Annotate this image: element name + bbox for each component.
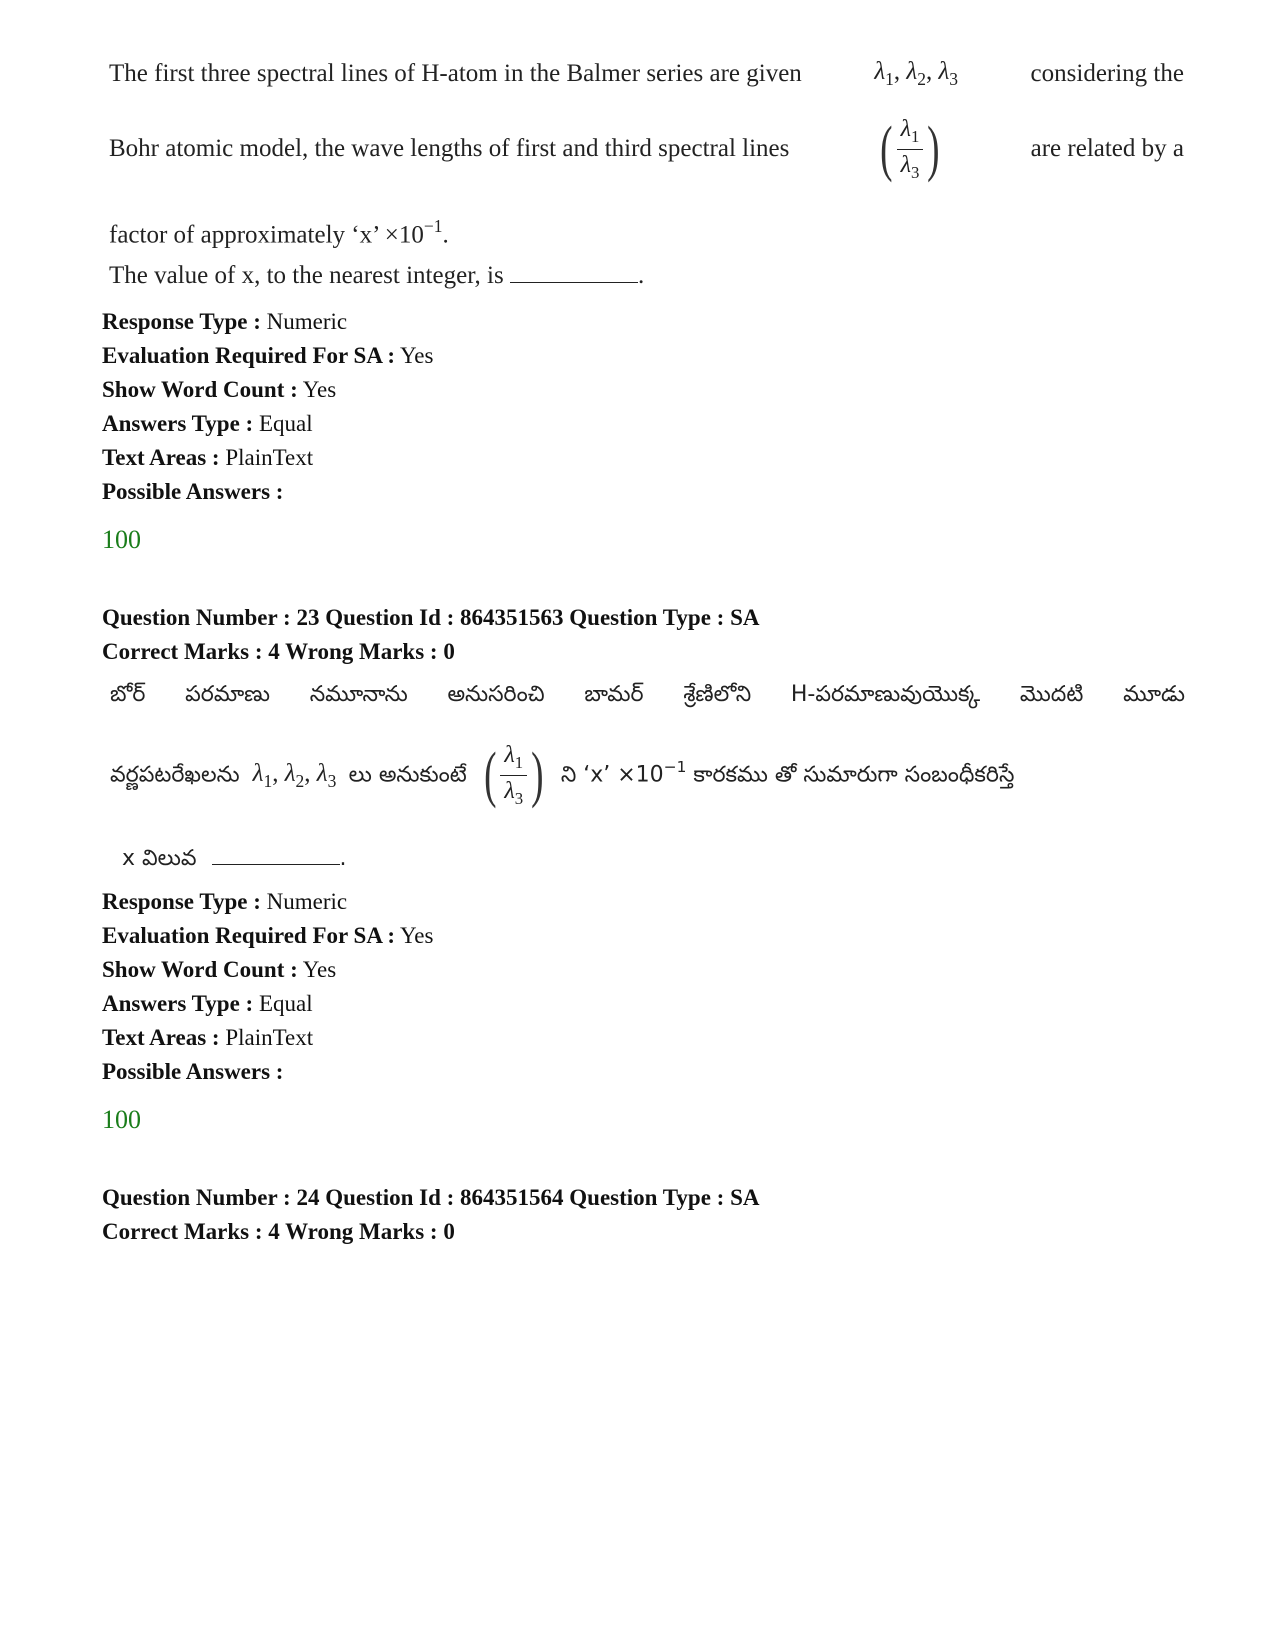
possible-answer-value-2: 100 <box>102 1105 141 1134</box>
text-areas: Text Areas : PlainText <box>102 445 314 470</box>
answer-blank <box>510 260 638 283</box>
q23-line-1: బోర్ పరమాణు నమూనాను అనుసరించి బామర్ శ్రేణిలోని H-పరమాణువుయొక్క మొదటి మూడు <box>110 682 1185 707</box>
text-areas: Text Areas : PlainText <box>102 1025 314 1050</box>
question-24-header: Question Number : 24 Question Id : 864351564 Question Type : SA Correct Marks : 4 Wrong Marks : 0 <box>102 1185 760 1244</box>
lambda-ratio-fraction-2: ( $\frac{\lambda_1}{\lambda_3}$ ) <box>483 741 544 810</box>
q23-line-2: వర్ణపటరేఖలను $\lambda_1$, $\lambda_2$, $\lambda_3$ లు అనుకుంటే ( $\frac{\lambda_1}{\lambda_3}$ ) ని ‘x’ $\times 10^{-1}$ కారకము తో సుమారుగా సంబంధీకరిస్తే <box>110 741 1015 810</box>
answer-blank-2 <box>212 842 340 865</box>
question-23-header: Question Number : 23 Question Id : 864351563 Question Type : SA Correct Marks : 4 Wrong Marks : 0 <box>102 605 760 664</box>
meta-block-1 <box>102 305 433 509</box>
possible-answer-value: 100 <box>102 525 141 554</box>
possible-answers-label: Possible Answers : <box>102 1059 284 1084</box>
lambda-list-2: $\lambda_1$, $\lambda_2$, $\lambda_3$ <box>252 760 337 792</box>
q22-line-3: factor of approximately ‘x’ $\times 10^{-1}$. <box>109 216 449 249</box>
evaluation-required: Evaluation Required For SA : Yes <box>102 343 434 368</box>
lambda-list: $\lambda_1$, $\lambda_2$, $\lambda_3$ <box>874 58 959 90</box>
meta-block-2 <box>102 885 433 1089</box>
response-type: Response Type : Numeric <box>102 889 348 914</box>
show-word-count: Show Word Count : Yes <box>102 957 337 982</box>
q22-line-1: The first three spectral lines of H-atom in the Balmer series are given $\lambda_1$, $\lambda_2$, $\lambda_3$ considering the <box>109 58 1184 90</box>
q23-line-3: x విలువ . <box>122 842 347 876</box>
show-word-count: Show Word Count : Yes <box>102 377 337 402</box>
lambda-ratio-fraction: ( $\frac{\lambda_1}{\lambda_3}$ ) <box>880 115 940 184</box>
q22-line-2: Bohr atomic model, the wave lengths of first and third spectral lines ( $\frac{\lambda_1}{\lambda_3}$ ) are related by a <box>109 115 1184 184</box>
answers-type: Answers Type : Equal <box>102 411 313 436</box>
evaluation-required: Evaluation Required For SA : Yes <box>102 923 434 948</box>
response-type: Response Type : Numeric <box>102 309 348 334</box>
possible-answers-label: Possible Answers : <box>102 479 284 504</box>
q22-line-4: The value of x, to the nearest integer, is . <box>109 262 645 289</box>
answers-type: Answers Type : Equal <box>102 991 313 1016</box>
